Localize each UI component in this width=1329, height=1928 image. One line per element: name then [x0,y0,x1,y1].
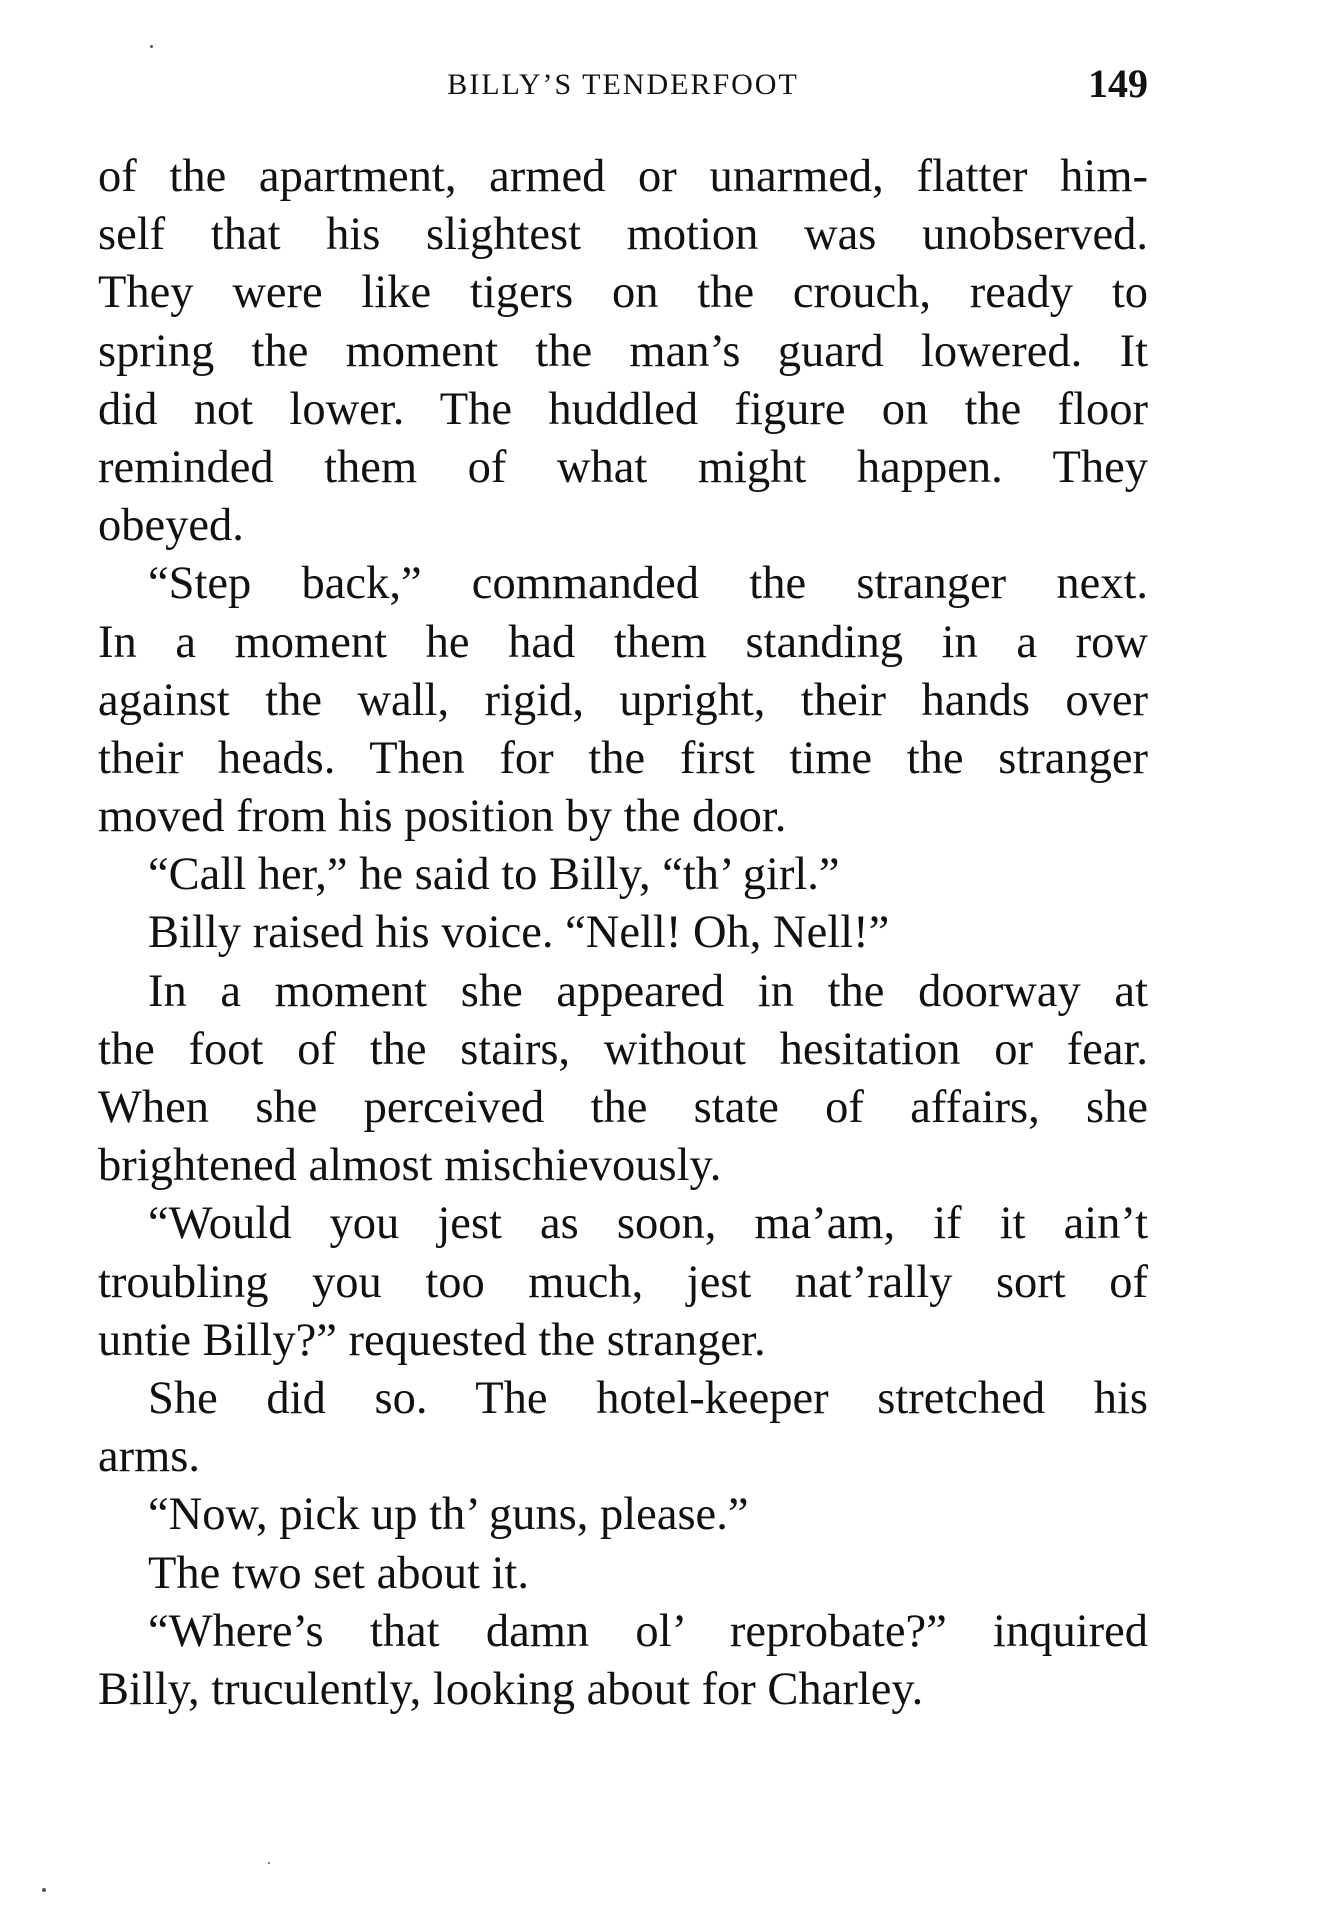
text-line: “Step back,” commanded the stranger next. [148,558,1148,610]
text-line: arms. [98,1431,201,1483]
text-line: In a moment she appeared in the doorway at [148,965,1148,1017]
print-speck [42,1888,46,1892]
text-line: untie Billy?” requested the stranger. [98,1314,766,1366]
text-line: In a moment he had them standing in a row [98,616,1148,668]
running-head: BILLY’S TENDERFOOT [447,68,799,101]
text-line: Billy, truculently, looking about for Charley. [98,1663,924,1715]
text-line: self that his slightest motion was unobserved. [98,209,1148,261]
text-line: spring the moment the man’s guard lowered. It [98,325,1148,377]
print-speck [150,45,153,48]
text-line: did not lower. The huddled figure on the floor [98,383,1148,435]
page-number: 149 [1088,61,1148,106]
text-line: moved from his position by the door. [98,791,787,843]
text-line: The two set about it. [148,1547,529,1599]
text-line: of the apartment, armed or unarmed, flatter him- [98,151,1148,202]
text-line: obeyed. [98,500,244,552]
page-header [98,61,1148,118]
text-line: “Call her,” he said to Billy, “th’ girl.” [148,849,840,901]
text-line: reminded them of what might happen. They [98,441,1148,493]
text-line: When she perceived the state of affairs, she [98,1082,1148,1133]
text-line: “Where’s that damn ol’ reprobate?” inquired [148,1605,1148,1657]
text-line: the foot of the stairs, without hesitation or fear. [98,1023,1148,1075]
text-line: Billy raised his voice. “Nell! Oh, Nell!” [148,907,890,959]
text-line: “Now, pick up th’ guns, please.” [148,1489,749,1541]
text-line: brightened almost mischievously. [98,1140,722,1192]
text-line: troubling you too much, jest nat’rally sort of [98,1256,1148,1308]
text-line: They were like tigers on the crouch, ready to [98,267,1148,319]
print-speck [268,1862,270,1864]
text-line: their heads. Then for the first time the stranger [98,732,1148,784]
text-line: She did so. The hotel-keeper stretched his [148,1372,1148,1424]
body-text [98,148,1148,1719]
text-line: against the wall, rigid, upright, their hands over [98,674,1148,726]
text-line: “Would you jest as soon, ma’am, if it ain’t [148,1198,1148,1250]
